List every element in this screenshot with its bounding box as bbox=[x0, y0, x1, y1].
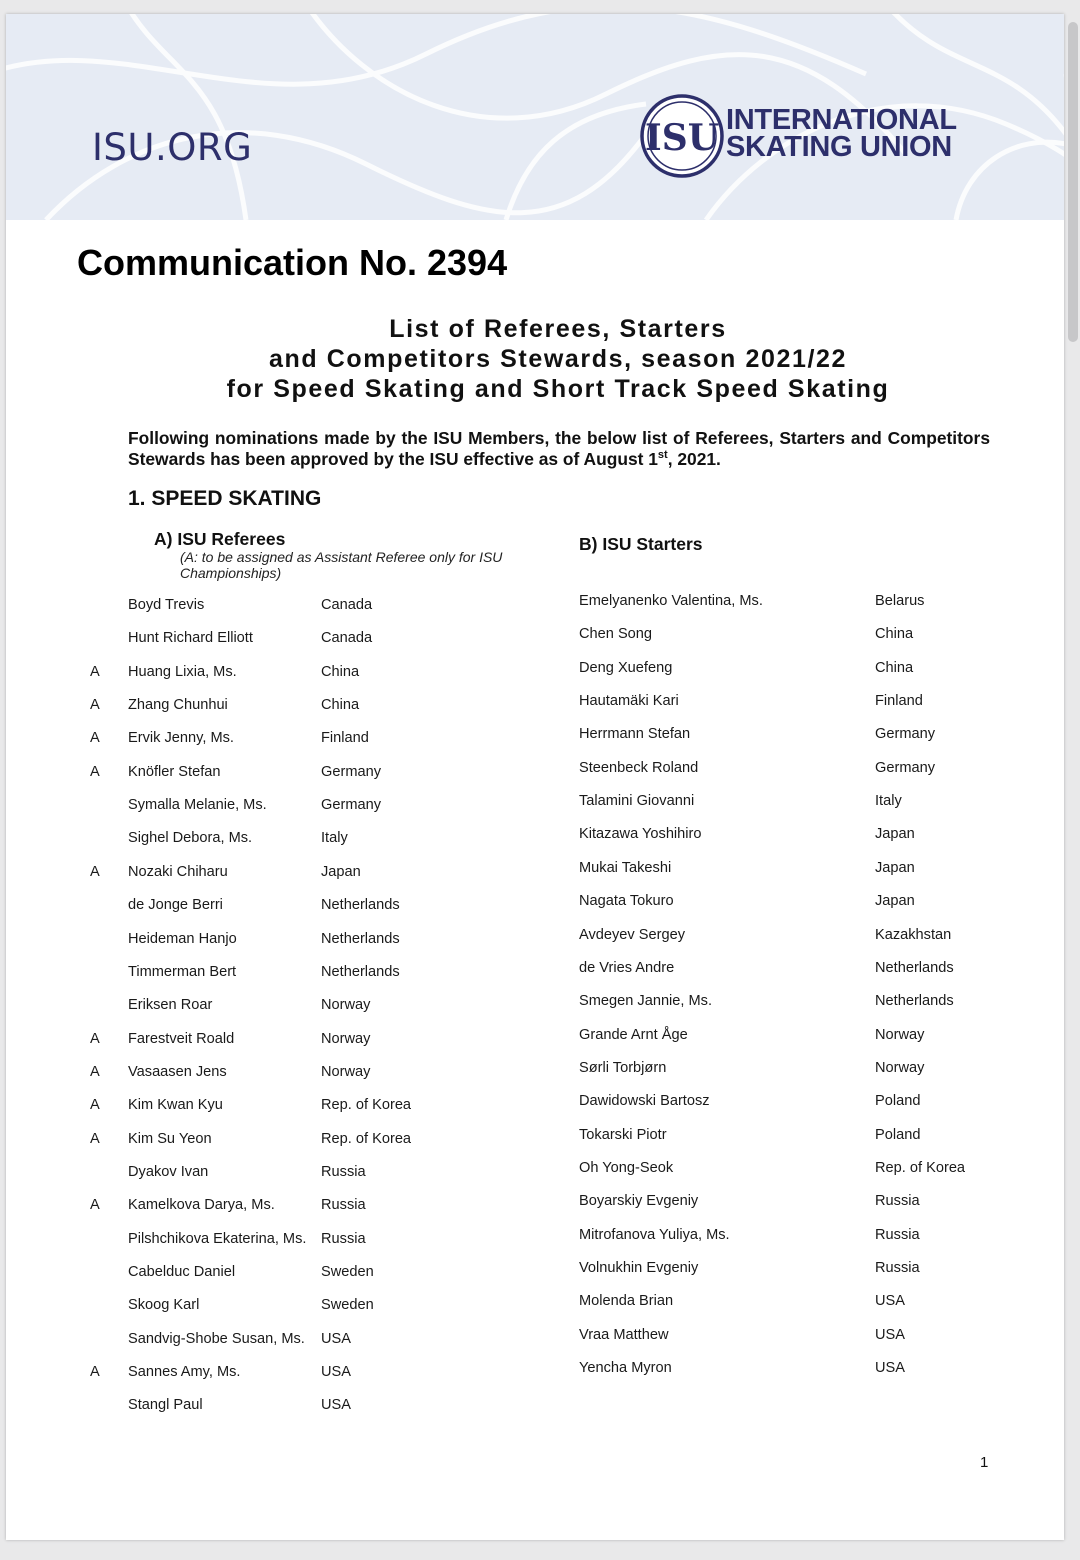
intro-text: Following nominations made by the ISU Members, the below list of Referees, Starters and Competitors Stewards has been approved by the ISU effective as of August 1 bbox=[128, 428, 990, 469]
isu-logo-icon bbox=[638, 92, 726, 180]
referee-country: Finland bbox=[321, 730, 369, 747]
starter-country: Norway bbox=[875, 1026, 925, 1043]
starter-row bbox=[6, 1060, 1006, 1082]
referee-name: Nozaki Chiharu bbox=[128, 863, 228, 880]
starter-row bbox=[6, 1227, 1006, 1249]
referee-name: Kim Su Yeon bbox=[128, 1130, 212, 1147]
starter-country: Netherlands bbox=[875, 959, 954, 976]
starter-name: Mukai Takeshi bbox=[579, 859, 672, 876]
scrollbar-thumb[interactable] bbox=[1068, 22, 1078, 342]
referee-country: Russia bbox=[321, 1163, 366, 1180]
referee-country: Canada bbox=[321, 630, 373, 647]
assistant-mark: A bbox=[90, 763, 100, 780]
starter-name: Steenbeck Roland bbox=[579, 759, 699, 776]
referee-country: Canada bbox=[321, 597, 373, 613]
starter-country: Russia bbox=[875, 1193, 920, 1210]
referee-country: Rep. of Korea bbox=[321, 1097, 412, 1114]
document-page bbox=[6, 14, 1064, 1540]
starter-country: Poland bbox=[875, 1126, 921, 1143]
starter-name: Kitazawa Yoshihiro bbox=[579, 826, 702, 843]
starter-country: Italy bbox=[875, 793, 902, 810]
referee-name: Vasaasen Jens bbox=[128, 1063, 227, 1080]
header-banner bbox=[6, 14, 1064, 220]
starter-row bbox=[6, 760, 1006, 782]
starter-name: de Vries Andre bbox=[579, 959, 675, 976]
referee-name: Timmerman Bert bbox=[128, 963, 237, 980]
starter-country: Finland bbox=[875, 693, 923, 710]
referee-country: Italy bbox=[321, 830, 348, 847]
starter-country: Russia bbox=[875, 1260, 920, 1276]
starter-row bbox=[6, 1360, 1006, 1382]
referee-name: Cabelduc Daniel bbox=[128, 1264, 236, 1280]
assistant-mark: A bbox=[90, 663, 100, 680]
referee-country: Norway bbox=[321, 1030, 371, 1047]
referee-country: Netherlands bbox=[321, 897, 400, 914]
starter-country: USA bbox=[875, 1293, 906, 1310]
referee-name: Symalla Melanie, Ms. bbox=[128, 797, 267, 814]
referee-name: Dyakov Ivan bbox=[128, 1163, 209, 1180]
starter-row bbox=[6, 1127, 1006, 1149]
referee-country: Germany bbox=[321, 797, 382, 814]
referees-note: (A: to be assigned as Assistant Referee only for ISU Championships) bbox=[180, 549, 503, 581]
starter-country: Japan bbox=[875, 859, 915, 876]
starter-country: Rep. of Korea bbox=[875, 1159, 966, 1176]
document-title bbox=[6, 314, 1064, 404]
starter-row bbox=[6, 626, 1006, 648]
starter-country: Germany bbox=[875, 726, 936, 743]
starter-name: Molenda Brian bbox=[579, 1293, 674, 1310]
starter-name: Deng Xuefeng bbox=[579, 659, 673, 676]
assistant-mark: A bbox=[90, 697, 100, 714]
starter-name: Volnukhin Evgeniy bbox=[579, 1260, 699, 1276]
referee-name: Stangl Paul bbox=[128, 1397, 203, 1414]
referee-name: Sighel Debora, Ms. bbox=[128, 830, 253, 847]
referee-name: Skoog Karl bbox=[128, 1297, 200, 1314]
starter-country: Poland bbox=[875, 1093, 921, 1110]
intro-paragraph bbox=[128, 428, 990, 470]
starter-row bbox=[6, 993, 1006, 1015]
starter-name: Emelyanenko Valentina, Ms. bbox=[579, 593, 763, 609]
referee-name: Sannes Amy, Ms. bbox=[128, 1364, 241, 1381]
starters-heading: B) ISU Starters bbox=[579, 534, 703, 554]
starter-name: Herrmann Stefan bbox=[579, 726, 691, 743]
assistant-mark: A bbox=[90, 1130, 100, 1147]
assistant-mark: A bbox=[90, 1097, 100, 1114]
starter-row bbox=[6, 826, 1006, 848]
referee-country: Sweden bbox=[321, 1297, 374, 1314]
referee-country: Japan bbox=[321, 863, 361, 880]
starter-row bbox=[6, 693, 1006, 715]
referee-name: Farestveit Roald bbox=[128, 1030, 235, 1047]
starter-row bbox=[6, 893, 1006, 915]
starter-country: China bbox=[875, 626, 914, 643]
intro-suffix: , 2021. bbox=[667, 449, 721, 469]
starter-name: Tokarski Piotr bbox=[579, 1126, 667, 1143]
starter-row bbox=[6, 660, 1006, 682]
document-title-line3: for Speed Skating and Short Track Speed Skating bbox=[226, 375, 890, 403]
referee-name: Zhang Chunhui bbox=[128, 697, 228, 714]
starter-country: Norway bbox=[875, 1059, 925, 1076]
assistant-mark: A bbox=[90, 730, 100, 747]
starter-row bbox=[6, 1093, 1006, 1115]
referee-name: Heideman Hanjo bbox=[128, 930, 237, 947]
starter-country: Japan bbox=[875, 893, 915, 910]
referee-name: Kamelkova Darya, Ms. bbox=[128, 1197, 275, 1214]
starter-row bbox=[6, 793, 1006, 815]
assistant-mark: A bbox=[90, 1030, 100, 1047]
starter-name: Mitrofanova Yuliya, Ms. bbox=[579, 1226, 730, 1243]
site-url: ISU.ORG bbox=[92, 126, 253, 169]
organization-name-line2: SKATING UNION bbox=[726, 131, 952, 163]
intro-superscript: st bbox=[657, 449, 668, 462]
document-title-line1: List of Referees, Starters bbox=[389, 315, 727, 343]
referee-name: Kim Kwan Kyu bbox=[128, 1097, 223, 1114]
referee-country: Netherlands bbox=[321, 963, 400, 980]
starter-country: Belarus bbox=[875, 593, 925, 609]
referee-name: Boyd Trevis bbox=[128, 597, 205, 613]
starter-country: Kazakhstan bbox=[875, 926, 952, 943]
referee-country: Norway bbox=[321, 997, 371, 1014]
organization-name-line1: INTERNATIONAL bbox=[726, 104, 957, 136]
starter-row bbox=[6, 1193, 1006, 1215]
referee-country: Russia bbox=[321, 1197, 366, 1214]
starter-country: Netherlands bbox=[875, 993, 954, 1010]
starter-row bbox=[6, 593, 1006, 615]
assistant-mark: A bbox=[90, 1364, 100, 1381]
starter-row bbox=[6, 1160, 1006, 1182]
starter-name: Grande Arnt Åge bbox=[579, 1026, 688, 1043]
referee-country: USA bbox=[321, 1330, 352, 1347]
starter-country: Germany bbox=[875, 759, 936, 776]
referee-country: USA bbox=[321, 1397, 352, 1414]
starter-country: Russia bbox=[875, 1226, 920, 1243]
referee-name: Huang Lixia, Ms. bbox=[128, 663, 237, 680]
starter-row bbox=[6, 1327, 1006, 1349]
referee-country: Russia bbox=[321, 1230, 366, 1247]
starter-name: Avdeyev Sergey bbox=[579, 926, 686, 943]
page-number: 1 bbox=[980, 1454, 989, 1471]
starter-row bbox=[6, 860, 1006, 882]
communication-title: Communication No. 2394 bbox=[77, 242, 508, 283]
starter-row bbox=[6, 1293, 1006, 1315]
referee-country: Norway bbox=[321, 1063, 371, 1080]
starter-row bbox=[6, 927, 1006, 949]
starter-name: Boyarskiy Evgeniy bbox=[579, 1193, 699, 1210]
starter-name: Smegen Jannie, Ms. bbox=[579, 993, 713, 1010]
referee-country: China bbox=[321, 663, 360, 680]
starter-row bbox=[6, 726, 1006, 748]
document-title-line2: and Competitors Stewards, season 2021/22 bbox=[268, 345, 848, 373]
starter-name: Vraa Matthew bbox=[579, 1326, 669, 1343]
referee-name: Sandvig-Shobe Susan, Ms. bbox=[128, 1330, 305, 1347]
assistant-mark: A bbox=[90, 1197, 100, 1214]
referee-row bbox=[6, 1397, 546, 1419]
starter-row bbox=[6, 1027, 1006, 1049]
referee-country: USA bbox=[321, 1364, 352, 1381]
referee-country: Sweden bbox=[321, 1264, 374, 1280]
starter-name: Sørli Torbjørn bbox=[579, 1059, 667, 1076]
referee-country: Germany bbox=[321, 763, 382, 780]
referee-country: China bbox=[321, 697, 360, 714]
section-heading: 1. SPEED SKATING bbox=[128, 487, 322, 510]
referee-name: Knöfler Stefan bbox=[128, 763, 221, 780]
isu-logo-mark: ISU bbox=[644, 117, 720, 159]
referee-name: Eriksen Roar bbox=[128, 997, 213, 1014]
referee-country: Netherlands bbox=[321, 930, 400, 947]
referee-name: Pilshchikova Ekaterina, Ms. bbox=[128, 1230, 307, 1247]
organization-name bbox=[726, 104, 957, 163]
referee-name: de Jonge Berri bbox=[128, 897, 223, 914]
starter-row bbox=[6, 960, 1006, 982]
starter-country: USA bbox=[875, 1360, 906, 1377]
referee-country: Rep. of Korea bbox=[321, 1130, 412, 1147]
assistant-mark: A bbox=[90, 1063, 100, 1080]
starter-country: China bbox=[875, 659, 914, 676]
starter-name: Dawidowski Bartosz bbox=[579, 1093, 710, 1110]
starter-name: Yencha Myron bbox=[579, 1360, 672, 1377]
starter-name: Chen Song bbox=[579, 626, 653, 643]
starter-country: Japan bbox=[875, 826, 915, 843]
referees-heading: A) ISU Referees bbox=[154, 529, 286, 549]
starter-name: Oh Yong-Seok bbox=[579, 1159, 674, 1176]
starter-name: Nagata Tokuro bbox=[579, 893, 674, 910]
referee-name: Hunt Richard Elliott bbox=[128, 630, 253, 647]
starter-row bbox=[6, 1260, 1006, 1282]
starter-country: USA bbox=[875, 1326, 906, 1343]
assistant-mark: A bbox=[90, 863, 100, 880]
starter-name: Talamini Giovanni bbox=[579, 793, 695, 810]
referee-name: Ervik Jenny, Ms. bbox=[128, 730, 234, 747]
starter-name: Hautamäki Kari bbox=[579, 693, 679, 710]
